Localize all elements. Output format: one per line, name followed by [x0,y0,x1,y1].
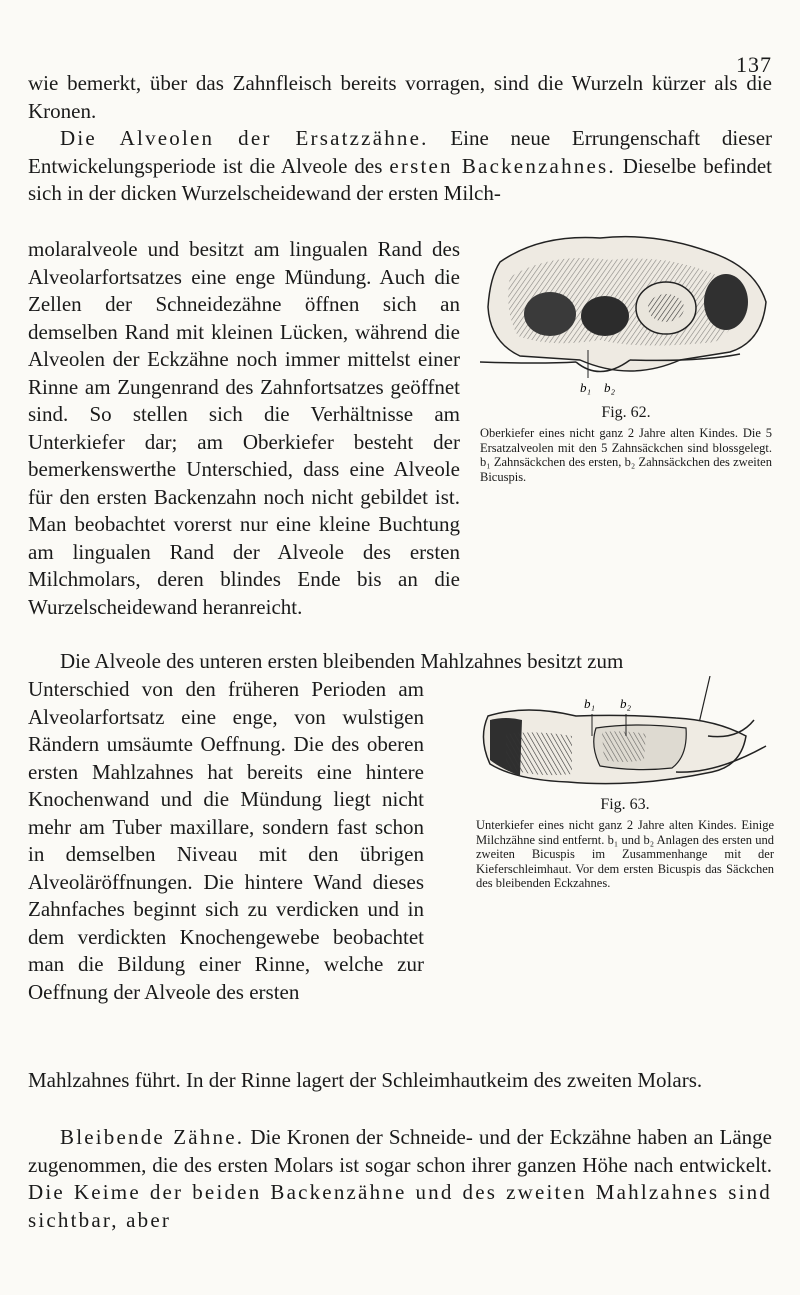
figure-62-marker-b2: b₂ [604,380,616,395]
paragraph-bleibende-zaehne-text: Die Kronen der Schneide- und der Eckzähne haben an Länge zugenommen, die des ersten Molars ist sogar schon ihrer ganzen Höhe nach entwickelt. [28,1125,772,1177]
paragraph-keime-spaced: Die Keime der beiden Backenzähne und des zweiten Mahlzahnes sind sichtbar, aber [28,1180,772,1232]
figure-63-marker-b2: b₂ [620,696,632,711]
paragraph-ersatzzaehne-text-a: Eine neue Errungenschaft dieser Entwickelungsperiode ist die Alveole des [28,126,773,178]
lower-jaw-illustration [476,676,774,794]
page-number: 137 [736,52,772,77]
heading-bleibende-zaehne: Bleibende Zähne. [60,1125,245,1149]
figure-62-caption: Oberkiefer eines nicht ganz 2 Jahre alten Kindes. Die 5 Ersatzalveolen mit den 5 Zahnsäckchen sind blossgelegt. b₁ Zahnsäckchen des ersten, b₂ Zahnsäckchen des zweiten Bicuspis. [480,426,772,484]
emphasis-ersten-backenzahnes: ersten Backenzahnes. [389,153,616,178]
heading-alveolen-ersatzzaehne: Die Alveolen der Ersatzzähne. [60,126,429,150]
paragraph-ersatzzaehne [28,125,772,208]
paragraph-rinne: Mahlzahnes führt. In der Rinne lagert der Schleimhautkeim des zweiten Molars. [28,1068,703,1092]
figure-63-marker-b1: b₁ [584,696,596,711]
paragraph-intro: wie bemerkt, über das Zahnfleisch bereits vorragen, sind die Wurzeln kürzer als die Kronen. [28,71,772,123]
upper-jaw-illustration [480,232,772,402]
paragraph-bleibende-zaehne [28,1124,772,1234]
figure-62-label: Fig. 62. [601,404,651,421]
figure-62 [480,232,772,484]
figure-63-caption: Unterkiefer eines nicht ganz 2 Jahre alten Kindes. Einige Milchzähne sind entfernt. b₁ und b₂ Anlagen des ersten und zweiten Bicuspis im Zusammenhange mit der Kieferschleimhaut. Vor dem ersten Bicuspis das Säckchen des bleibenden Eckzahnes. [476,818,774,890]
paragraph-unterer-mahlzahn: Unterschied von den früheren Perioden am Alveolarfortsatz eine enge, von wulstigen Rändern umsäumte Oeffnung. Die des oberen ersten Mahlzahnes hat bereits eine hintere Knochenwand und die Mündung liegt nicht mehr am Tuber maxillare, sondern fast schon in demselben Niveau mit den übrigen Alveoläröffnungen. Die hintere Wand dieses Zahnfaches beginnt sich zu verdicken und in dem verdickten Knochengewebe beobachtet man die Bildung einer Rinne, welche zur Oeffnung der Alveole des ersten [28,677,424,1004]
paragraph-molaralveole: molaralveole und besitzt am lingualen Rand des Alveolarfortsatzes eine enge Mündung. Auch die Zellen der Schneidezähne öffnen sich an demselben Rand mit kleinen Lücken, während die Alveolen der Eckzähne noch immer mittelst einer Rinne am Zungenrand des Zahnfortsatzes geöffnet sind. So stellen sich die Verhältnisse am Unterkiefer dar; am Oberkiefer besteht der bemerkenswerthe Unterschied, dass eine Alveole für den ersten Backenzahn noch nicht gebildet ist. Man beobachtet vorerst nur eine kleine Buchtung am lingualen Rand der Alveole des ersten Milchmolars, deren blindes Ende bis an die Wurzelscheidewand heranreicht. [28,237,460,619]
figure-62-marker-b1: b₁ [580,380,592,395]
figure-63-label: Fig. 63. [600,796,650,813]
paragraph-ersatzzaehne-text-b: Dieselbe befindet sich in der dicken Wurzelscheidewand der ersten Milch- [28,153,772,205]
paragraph-unterer-mahlzahn-lead: Die Alveole des unteren ersten bleibenden Mahlzahnes besitzt zum [60,649,624,673]
figure-63 [476,676,774,891]
